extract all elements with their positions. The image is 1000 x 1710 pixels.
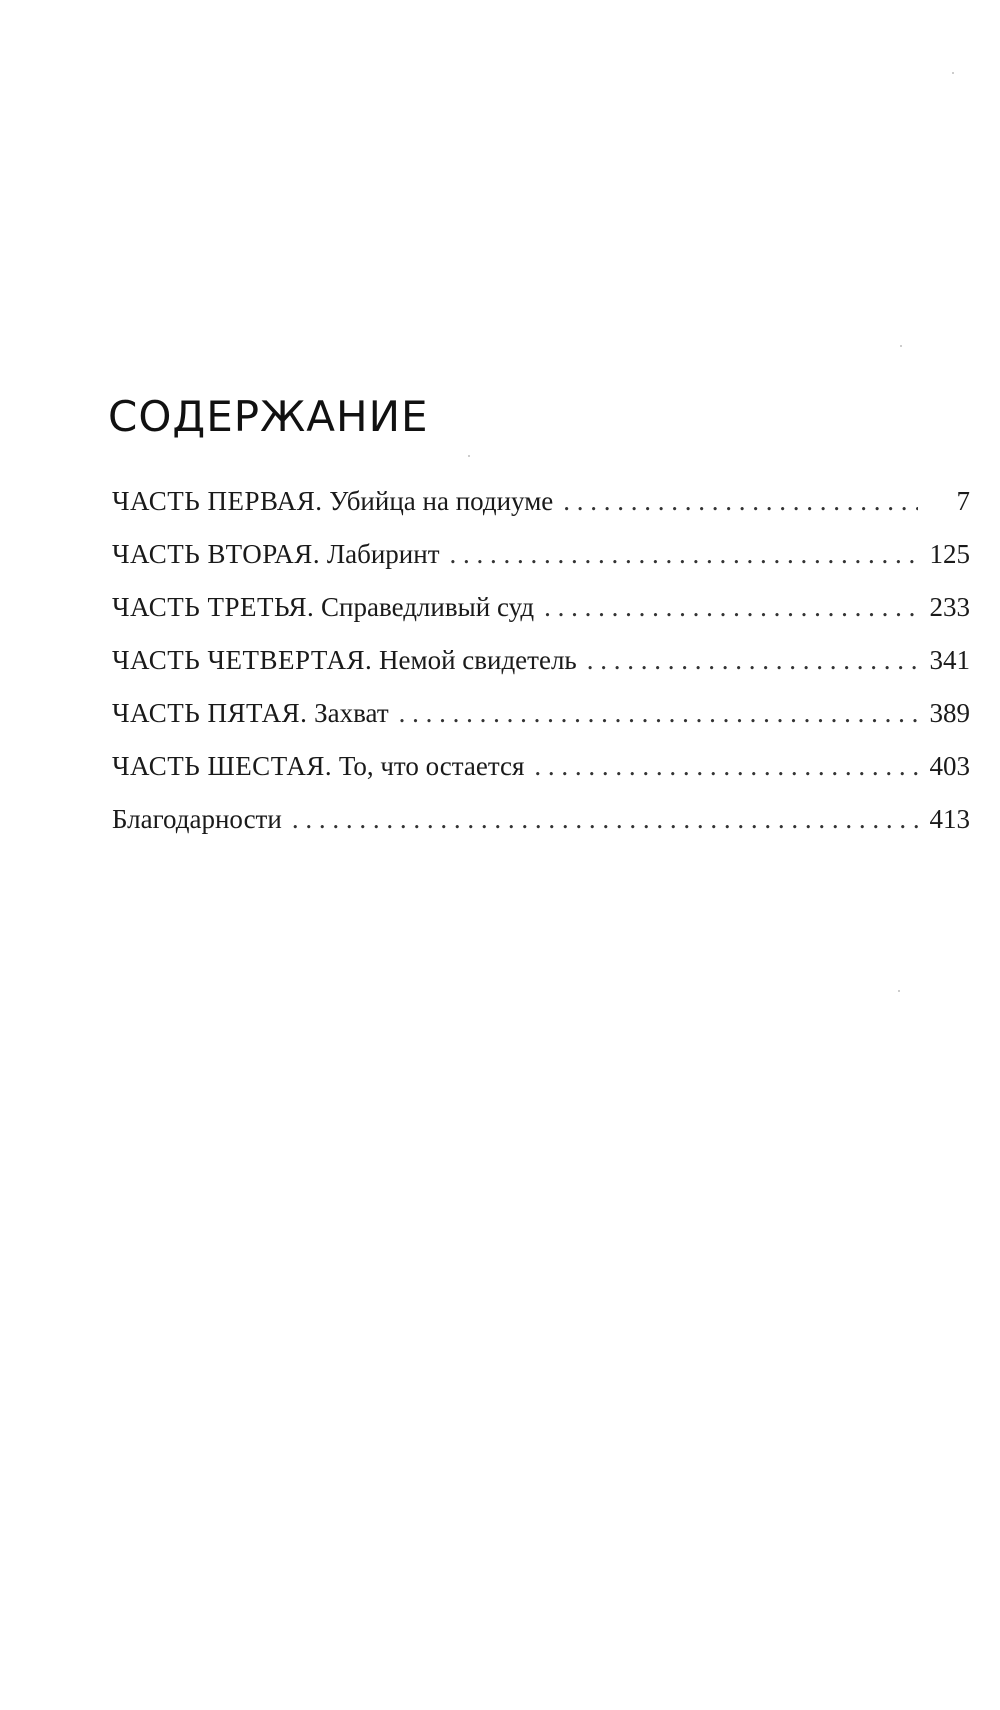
toc-page-number: 341 [929, 645, 970, 675]
toc-entry-part-4 [112, 644, 970, 676]
scan-speck [468, 455, 470, 457]
toc-page-number: 389 [929, 698, 970, 728]
toc-entry-part-1 [112, 485, 970, 517]
toc-part-subtitle: Немой свидетель [379, 645, 577, 675]
toc-page-number: 233 [929, 592, 970, 622]
toc-entry-label [112, 644, 577, 676]
toc-entry-label [112, 485, 553, 517]
toc-entry-label [112, 697, 389, 729]
toc-part-subtitle: То, что остается [338, 751, 525, 781]
toc-part-subtitle: Захват [314, 698, 389, 728]
dot-leader [544, 591, 918, 623]
scan-speck [898, 990, 900, 992]
toc-part-subtitle: Справедливый суд [321, 592, 535, 622]
toc-entry-part-6 [112, 750, 970, 782]
toc-entry-part-2 [112, 538, 970, 570]
toc-entry-part-5 [112, 697, 970, 729]
toc-part-label: ЧАСТЬ ПЕРВАЯ. [112, 486, 323, 516]
dot-leader [399, 697, 918, 729]
table-of-contents [112, 485, 970, 856]
scan-speck [952, 72, 954, 74]
toc-part-subtitle: Лабиринт [326, 539, 440, 569]
dot-leader [534, 750, 918, 782]
dot-leader [292, 803, 918, 835]
toc-entry-label [112, 591, 534, 623]
dot-leader [563, 485, 918, 517]
toc-part-label: ЧАСТЬ ТРЕТЬЯ. [112, 592, 315, 622]
toc-entry-label [112, 750, 524, 782]
toc-page-number: 413 [929, 804, 970, 834]
dot-leader [587, 644, 918, 676]
toc-page-number: 125 [929, 539, 970, 569]
toc-part-label: ЧАСТЬ ПЯТАЯ. [112, 698, 308, 728]
toc-entry-label: Благодарности [112, 804, 282, 834]
toc-entry-label [112, 538, 440, 570]
toc-part-label: ЧАСТЬ ШЕСТАЯ. [112, 751, 333, 781]
toc-page-number: 7 [956, 486, 970, 516]
toc-part-subtitle: Убийца на подиуме [329, 486, 554, 516]
dot-leader [450, 538, 918, 570]
toc-entry-acknowledgements [112, 803, 970, 835]
toc-part-label: ЧАСТЬ ВТОРАЯ. [112, 539, 321, 569]
toc-entry-part-3 [112, 591, 970, 623]
page-title: СОДЕРЖАНИЕ [108, 392, 429, 441]
toc-page-number: 403 [929, 751, 970, 781]
toc-part-label: ЧАСТЬ ЧЕТВЕРТАЯ. [112, 645, 373, 675]
scan-speck [900, 345, 902, 347]
